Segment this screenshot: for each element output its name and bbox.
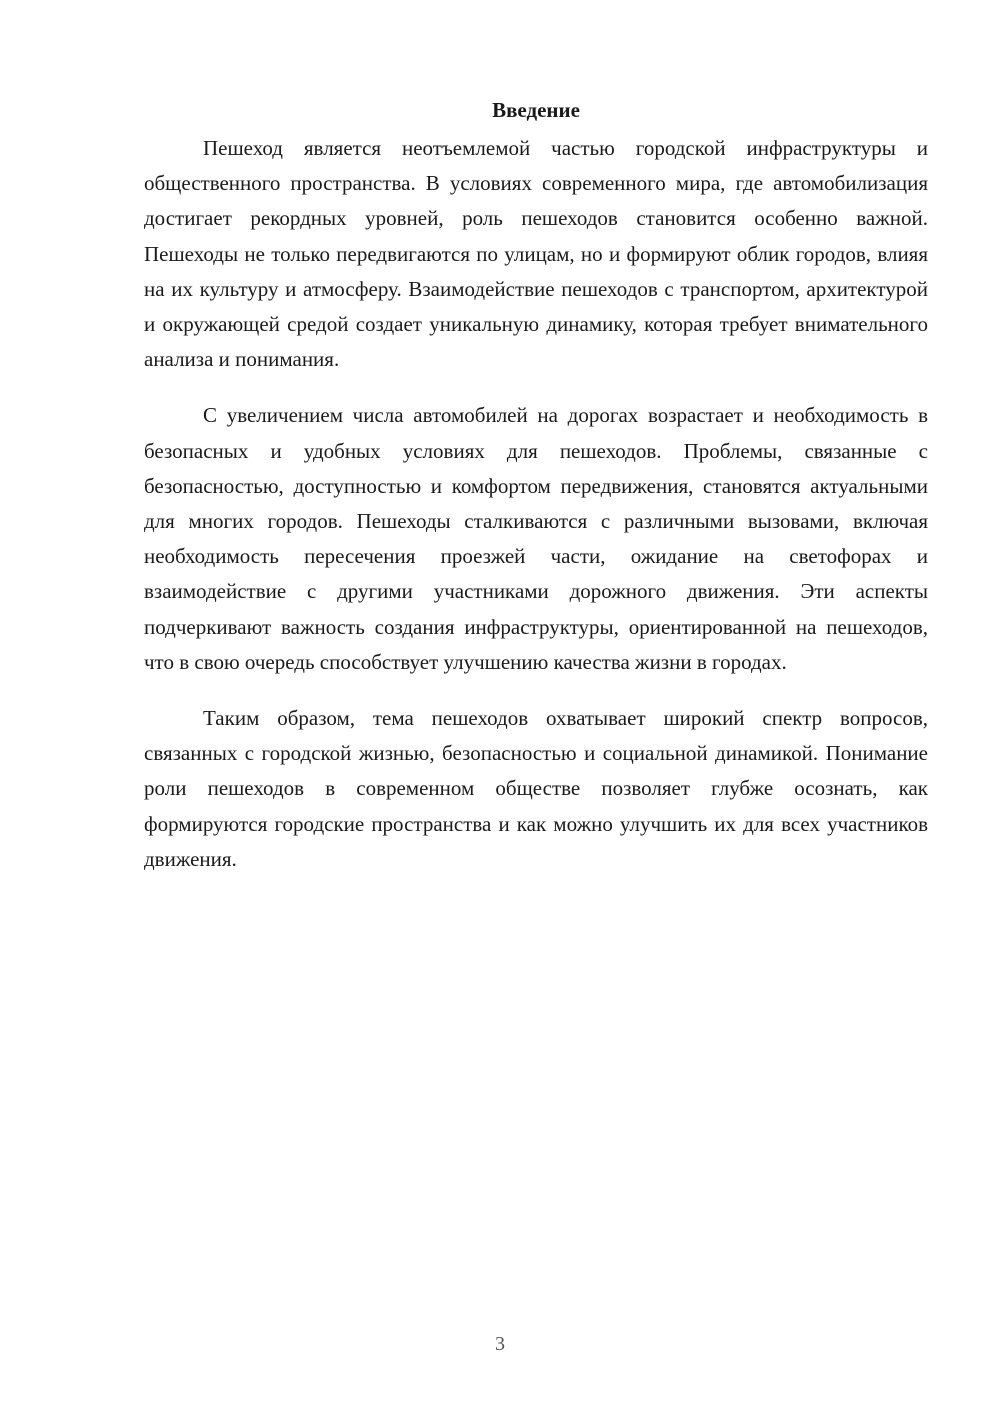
paragraph-3: Таким образом, тема пешеходов охватывает широкий спектр вопросов, связанных с городской жизнью, безопасностью и социальной динамикой. Понимание роли пешеходов в современном обществе позволяет глубже осознать, как формируются городские пространства и как можно улучшить их для всех участников движения.: [144, 706, 928, 871]
paragraph-1: Пешеход является неотъемлемой частью городской инфраструктуры и общественного пространства. В условиях современного мира, где автомобилизация достигает рекордных уровней, роль пешеходов становится особенно важной. Пешеходы не только передвигаются по улицам, но и формируют облик городов, влияя на их культуру и атмосферу. Взаимодействие пешеходов с транспортом, архитектурой и окружающей средой создает уникальную динамику, которая требует внимательного анализа и понимания.: [144, 136, 928, 372]
paragraph-2: С увеличением числа автомобилей на дорогах возрастает и необходимость в безопасных и удобных условиях для пешеходов. Проблемы, связанные с безопасностью, доступностью и комфортом передвижения, становятся актуальными для многих городов. Пешеходы сталкиваются с различными вызовами, включая необходимость пересечения проезжей части, ожидание на светофорах и взаимодействие с другими участниками дорожного движения. Эти аспекты подчеркивают важность создания инфраструктуры, ориентированной на пешеходов, что в свою очередь способствует улучшению качества жизни в городах.: [144, 403, 928, 674]
page-content: [144, 92, 928, 898]
section-heading: Введение: [492, 98, 580, 122]
page-number: 3: [495, 1333, 505, 1355]
